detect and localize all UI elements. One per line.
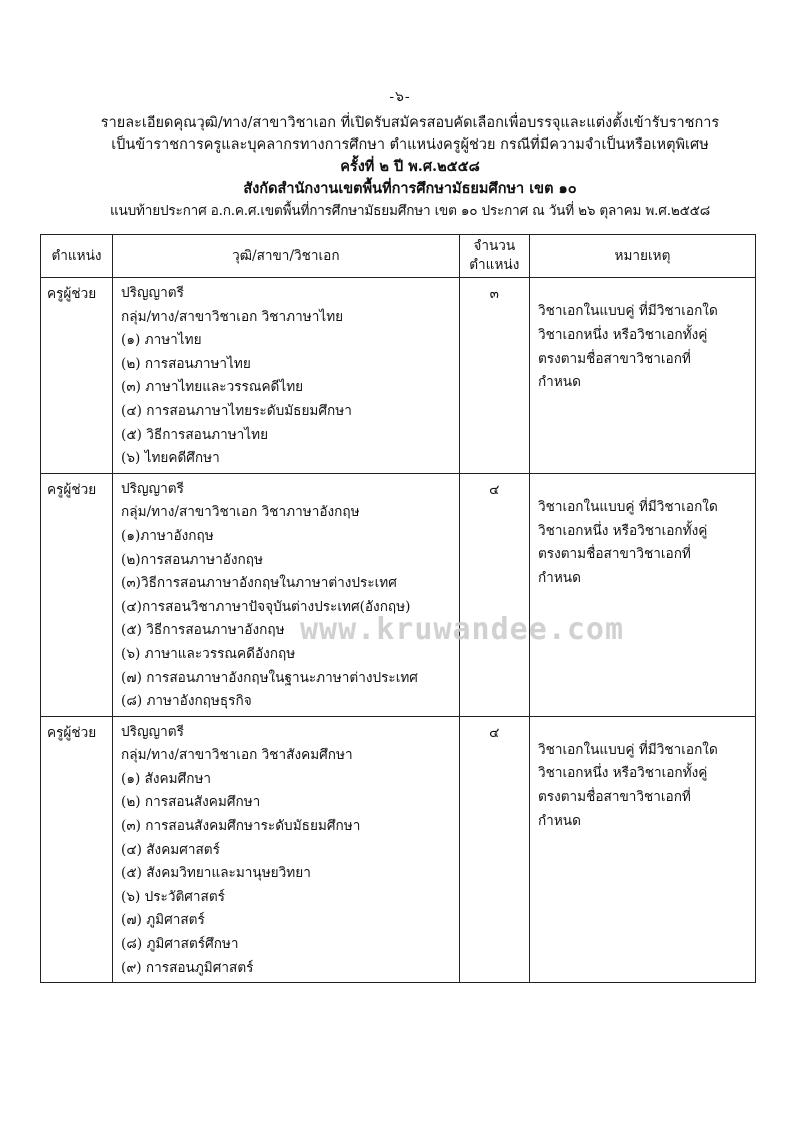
header-count-line-1: จำนวน — [473, 238, 516, 254]
cell-position: ครูผู้ช่วย — [41, 473, 113, 716]
major-item: (๖) ประวัติศาสตร์ — [121, 888, 225, 905]
header-position: ตำแหน่ง — [41, 235, 113, 278]
cell-position: ครูผู้ช่วย — [41, 278, 113, 474]
note-line: กำหนด — [537, 374, 581, 391]
major-group: กลุ่ม/ทาง/สาขาวิชาเอก วิชาสังคมศึกษา — [121, 747, 353, 764]
major-item: (๔)การสอนวิชาภาษาปัจจุบันต่างประเทศ(อังกฤษ) — [121, 598, 411, 615]
note-line: วิชาเอกหนึ่ง หรือวิชาเอกทั้งคู่ — [537, 765, 708, 782]
major-item: (๕) วิธีการสอนภาษาไทย — [121, 426, 269, 443]
note-line: ตรงตามชื่อสาขาวิชาเอกที่ — [537, 789, 691, 806]
major-item: (๓)วิธีการสอนภาษาอังกฤษในภาษาต่างประเทศ — [121, 575, 397, 592]
cell-degree — [113, 473, 460, 716]
document-header — [60, 112, 760, 222]
cell-degree — [113, 278, 460, 474]
major-item: (๘) ภาษาอังกฤษธุรกิจ — [121, 693, 252, 710]
major-item: (๙) การสอนภูมิศาสตร์ — [121, 959, 254, 976]
degree-level: ปริญญาตรี — [121, 285, 184, 301]
cell-note — [529, 473, 755, 716]
watermark: www.kruwandee.com — [300, 612, 625, 647]
major-item: (๗) ภูมิศาสตร์ — [121, 912, 205, 929]
header-count — [459, 235, 529, 278]
major-item: (๖) ไทยคดีศึกษา — [121, 450, 220, 467]
note-line: วิชาเอกในแบบคู่ ที่มีวิชาเอกใด — [537, 498, 718, 515]
header-line-3: ครั้งที่ ๒ ปี พ.ศ.๒๕๕๘ — [340, 158, 480, 175]
degree-level: ปริญญาตรี — [121, 723, 184, 740]
major-item: (๖) ภาษาและวรรณคดีอังกฤษ — [121, 645, 296, 662]
major-item: (๒) การสอนสังคมศึกษา — [121, 794, 261, 811]
cell-note — [529, 716, 755, 983]
note-line: วิชาเอกในแบบคู่ ที่มีวิชาเอกใด — [537, 741, 718, 758]
cell-count: ๔ — [459, 716, 529, 983]
table-body — [41, 278, 756, 983]
header-degree: วุฒิ/สาขา/วิชาเอก — [113, 235, 460, 278]
note-line: วิชาเอกหนึ่ง หรือวิชาเอกทั้งคู่ — [537, 326, 708, 343]
major-item: (๑)ภาษาอังกฤษ — [121, 527, 214, 544]
header-note: หมายเหตุ — [529, 235, 755, 278]
major-item: (๔) สังคมศาสตร์ — [121, 841, 220, 858]
major-item: (๗) การสอนภาษาอังกฤษในฐานะภาษาต่างประเทศ — [121, 669, 418, 686]
note-line: วิชาเอกหนึ่ง หรือวิชาเอกทั้งคู่ — [537, 522, 708, 539]
cell-count: ๓ — [459, 278, 529, 474]
table-header-row — [41, 235, 756, 278]
header-line-2: เป็นข้าราชการครูและบุคลากรทางการศึกษา ตำแหน่งครูผู้ช่วย กรณีที่มีความจำเป็นหรือเหตุพิเศษ — [111, 137, 709, 153]
page-number: -๖- — [389, 89, 411, 105]
major-item: (๓) ภาษาไทยและวรรณคดีไทย — [121, 379, 304, 396]
note-line: ตรงตามชื่อสาขาวิชาเอกที่ — [537, 546, 691, 563]
table-row — [41, 278, 756, 474]
cell-note — [529, 278, 755, 474]
cell-count: ๔ — [459, 473, 529, 716]
major-item: (๕) วิธีการสอนภาษาอังกฤษ — [121, 622, 285, 639]
major-item: (๔) การสอนภาษาไทยระดับมัธยมศึกษา — [121, 402, 352, 419]
header-line-5: แนบท้ายประกาศ อ.ก.ค.ศ.เขตพื้นที่การศึกษามัธยมศึกษา เขต ๑๐ ประกาศ ณ วันที่ ๒๖ ตุลาคม พ.ศ.๒๕๕๘ — [109, 203, 711, 219]
table-row — [41, 473, 756, 716]
degree-level: ปริญญาตรี — [121, 480, 184, 497]
header-line-4: สังกัดสำนักงานเขตพื้นที่การศึกษามัธยมศึกษา เขต ๑๐ — [243, 180, 577, 197]
header-line-1: รายละเอียดคุณวุฒิ/ทาง/สาขาวิชาเอก ที่เปิดรับสมัครสอบคัดเลือกเพื่อบรรจุและแต่งตั้งเข้ารับราชการ — [100, 115, 720, 131]
major-item: (๓) การสอนสังคมศึกษาระดับมัธยมศึกษา — [121, 818, 361, 835]
note-line: ตรงตามชื่อสาขาวิชาเอกที่ — [537, 350, 691, 367]
note-line: กำหนด — [537, 570, 581, 587]
major-item: (๑) ภาษาไทย — [121, 332, 202, 349]
cell-degree — [113, 716, 460, 983]
major-item: (๘) ภูมิศาสตร์ศึกษา — [121, 936, 239, 953]
note-line: วิชาเอกในแบบคู่ ที่มีวิชาเอกใด — [537, 303, 718, 319]
major-group: กลุ่ม/ทาง/สาขาวิชาเอก วิชาภาษาอังกฤษ — [121, 504, 360, 521]
major-item: (๑) สังคมศึกษา — [121, 770, 212, 787]
qualification-table — [40, 234, 756, 983]
major-item: (๒)การสอนภาษาอังกฤษ — [121, 551, 263, 568]
major-group: กลุ่ม/ทาง/สาขาวิชาเอก วิชาภาษาไทย — [121, 308, 344, 325]
header-count-line-2: ตำแหน่ง — [469, 257, 520, 273]
major-item: (๕) สังคมวิทยาและมานุษยวิทยา — [121, 865, 311, 882]
note-line: กำหนด — [537, 813, 581, 830]
cell-position: ครูผู้ช่วย — [41, 716, 113, 983]
major-item: (๒) การสอนภาษาไทย — [121, 355, 251, 372]
table-row — [41, 716, 756, 983]
